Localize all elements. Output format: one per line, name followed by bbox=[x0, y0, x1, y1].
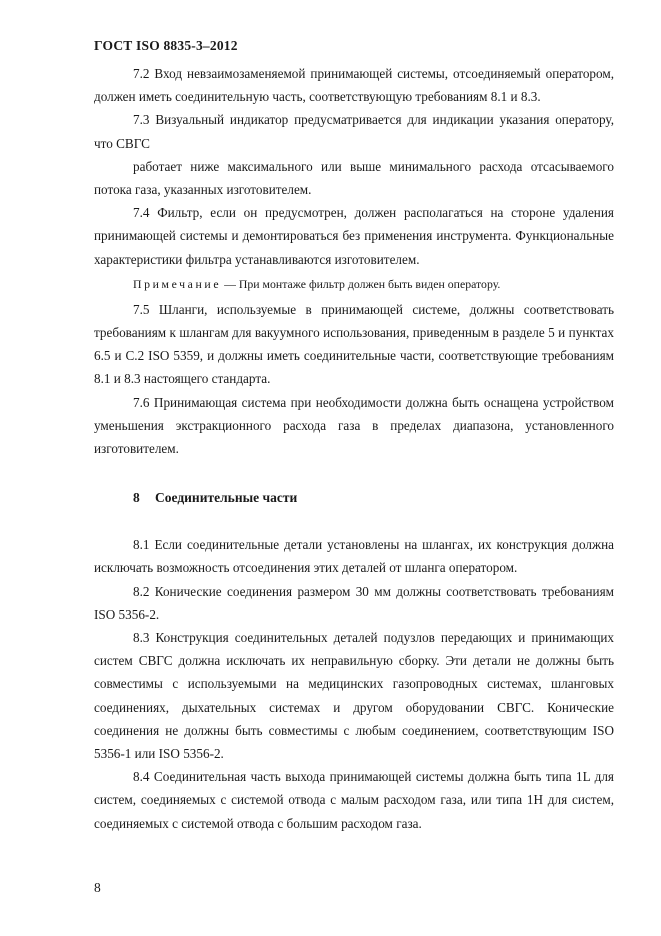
paragraph-7-4: 7.4 Фильтр, если он предусмотрен, должен располагаться на стороне удаления принимающей системы и демонтироваться без применения инструмента. Функциональные характеристики фильтра устанавливаются изготовителем. bbox=[94, 205, 614, 267]
paragraph-7-5: 7.5 Шланги, используемые в принимающей системе, должны соответствовать требованиям к шлангам для вакуумного использования, приведенным в разделе 5 и пунктах 6.5 и С.2 ISO 5359, и должны иметь соединительные части, соответствующие требованиям 8.1 и 8.3 настоящего стандарта. bbox=[94, 301, 614, 387]
paragraph-7-3: 7.3 Визуальный индикатор предусматривается для индикации указания оператору, что СВГС bbox=[94, 112, 614, 151]
document-body bbox=[94, 62, 614, 835]
paragraph-8-1: 8.1 Если соединительные детали установлены на шлангах, их конструкция должна исключать возможность отсоединения этих деталей от шланга оператором. bbox=[94, 537, 614, 576]
document-code-header: ГОСТ ISO 8835-3–2012 bbox=[94, 38, 238, 53]
section-number: 8 bbox=[133, 490, 140, 506]
note-text: — При монтаже фильтр должен быть виден оператору. bbox=[221, 276, 501, 291]
page-number: 8 bbox=[94, 880, 101, 895]
note bbox=[94, 272, 614, 296]
paragraph-8-4: 8.4 Соединительная часть выхода принимающей системы должна быть типа 1L для систем, соединяемых с системой отвода с малым расходом газа, или типа 1H для систем, соединяемых с системой отвода с большим расходом газа. bbox=[94, 769, 614, 831]
paragraph-8-3: 8.3 Конструкция соединительных деталей подузлов передающих и принимающих систем СВГС должна исключать их неправильную сборку. Эти детали не должны быть совместимы с используемыми на медицинских газопроводных системах, шланговых соединениях, дыхательных системах и другом оборудовании СВГС. Конические соединения не должны быть совместимы с любым соединением, соответствующим ISO 5356-1 или ISO 5356-2. bbox=[94, 630, 614, 762]
paragraph-7-2: 7.2 Вход невзаимозаменяемой принимающей системы, отсоединяемый оператором, должен иметь соединительную часть, соответствующую требованиям 8.1 и 8.3. bbox=[94, 66, 614, 105]
paragraph-8-2: 8.2 Конические соединения размером 30 мм должны соответствовать требованиям ISO 5356-2. bbox=[94, 583, 614, 622]
note-label: Примечание bbox=[133, 276, 222, 291]
section-title: Соединительные части bbox=[155, 490, 298, 506]
paragraph-7-3-continued: работает ниже максимального или выше минимального расхода отсасываемого потока газа, указанных изготовителем. bbox=[94, 158, 614, 198]
section-heading bbox=[94, 486, 614, 509]
paragraph-7-6: 7.6 Принимающая система при необходимости должна быть оснащена устройством уменьшения экстракционного расхода газа в пределах диапазона, установленного изготовителем. bbox=[94, 394, 614, 457]
